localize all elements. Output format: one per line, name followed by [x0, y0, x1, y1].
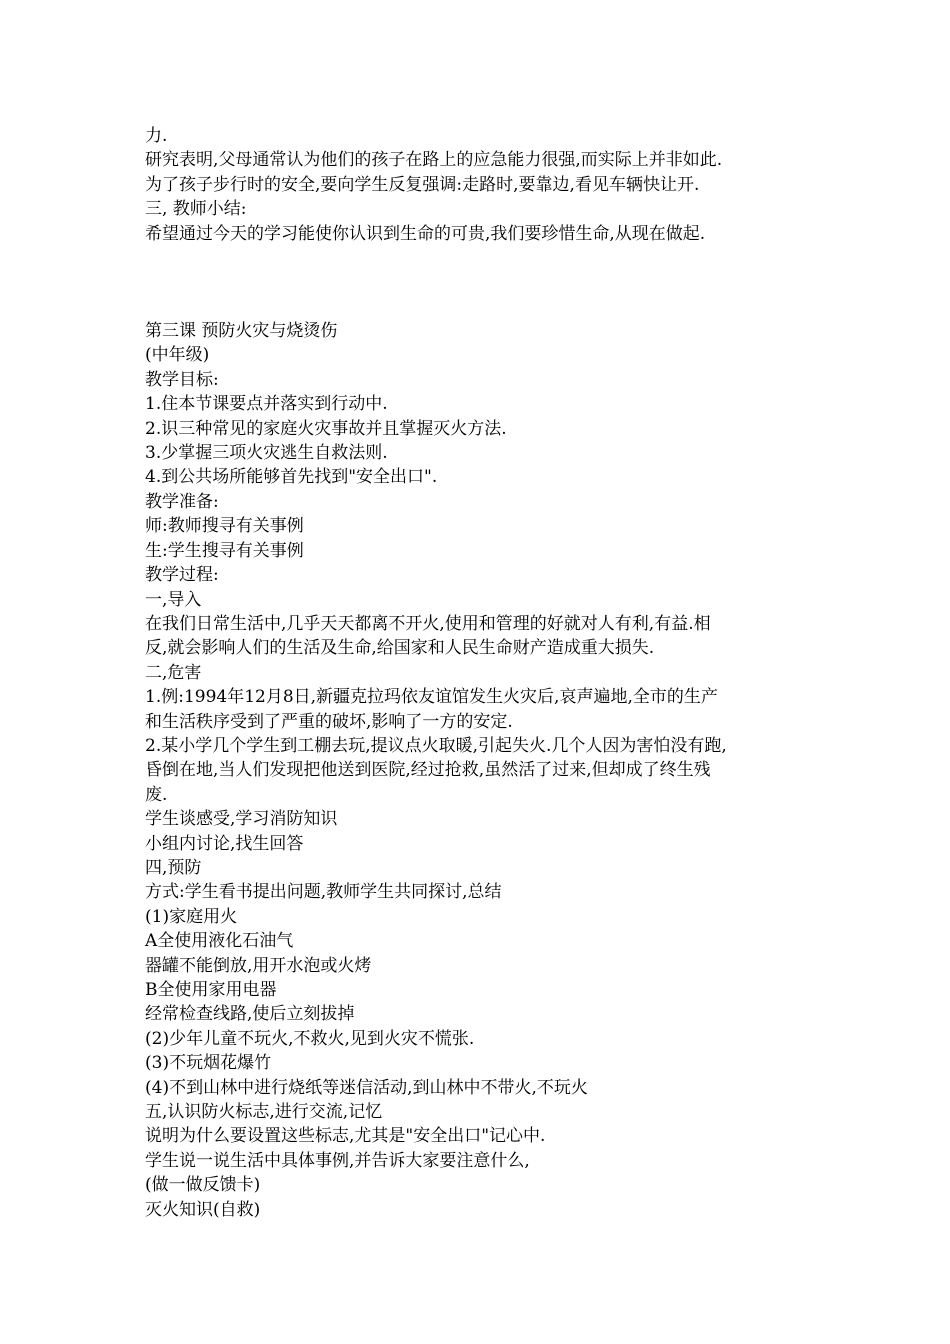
previous-section-tail [145, 124, 825, 246]
text-line: 学生说一说生活中具体事例,并告诉大家要注意什么, [145, 1150, 530, 1171]
lesson-section [145, 319, 825, 1222]
list-item: 3.少掌握三项火灾逃生自救法则. [145, 443, 388, 464]
text-line: 灭火知识(自救) [145, 1199, 261, 1220]
text-line: 在我们日常生活中,几乎天天都离不开火,使用和管理的好就对人有利,有益.相 [145, 613, 711, 634]
text-line: (3)不玩烟花爆竹 [145, 1053, 272, 1074]
text-line: 力. [145, 126, 168, 146]
section-heading: 四,预防 [145, 857, 202, 878]
text-line: 说明为什么要设置这些标志,尤其是"安全出口"记心中. [145, 1126, 546, 1147]
list-item: 1.住本节课要点并落实到行动中. [145, 394, 388, 415]
text-line: 和生活秩序受到了严重的破坏,影响了一方的安定. [145, 711, 513, 732]
text-line: 师:教师搜寻有关事例 [145, 516, 304, 537]
text-line: 昏倒在地,当人们发现把他送到医院,经过抢救,虽然活了过来,但却成了终生残 [145, 760, 711, 781]
section-heading: 教学准备: [145, 491, 219, 512]
text-line: 生:学生搜寻有关事例 [145, 540, 304, 561]
text-line: 方式:学生看书提出问题,教师学生共同探讨,总结 [145, 882, 502, 903]
document-page [145, 124, 825, 1222]
section-heading: 一,导入 [145, 589, 202, 610]
section-heading: 教学过程: [145, 565, 219, 586]
text-line: 经常检查线路,使后立刻拔掉 [145, 1004, 355, 1025]
section-heading: 二,危害 [145, 662, 202, 683]
text-line: 希望通过今天的学习能使你认识到生命的可贵,我们要珍惜生命,从现在做起. [145, 223, 706, 244]
text-line: 2.某小学几个学生到工棚去玩,提议点火取暖,引起失火.几个人因为害怕没有跑, [145, 735, 727, 756]
text-line: A全使用液化石油气 [145, 931, 294, 952]
text-line: 为了孩子步行时的安全,要向学生反复强调:走路时,要靠边,看见车辆快让开. [145, 174, 700, 195]
text-line: (1)家庭用火 [145, 906, 238, 927]
text-line: (2)少年儿童不玩火,不救火,见到火灾不慌张. [145, 1028, 475, 1049]
text-line: 器罐不能倒放,用开水泡或火烤 [145, 955, 372, 976]
text-line: B全使用家用电器 [145, 980, 277, 1000]
lesson-grade: (中年级) [145, 345, 210, 366]
text-line: (4)不到山林中进行烧纸等迷信活动,到山林中不带火,不玩火 [145, 1077, 588, 1098]
section-heading: 教学目标: [145, 369, 219, 390]
text-line: 研究表明,父母通常认为他们的孩子在路上的应急能力很强,而实际上并非如此. [145, 150, 723, 171]
lesson-title: 第三课 预防火灾与烧烫伤 [145, 321, 338, 342]
section-heading: 五,认识防火标志,进行交流,记忆 [145, 1102, 383, 1123]
text-line: 废. [145, 784, 168, 805]
list-item: 2.识三种常见的家庭火灾事故并且掌握灭火方法. [145, 418, 507, 439]
text-line: 小组内讨论,找生回答 [145, 833, 304, 854]
section-spacer [145, 246, 825, 319]
text-line: (做一做反馈卡) [145, 1175, 261, 1196]
text-line: 反,就会影响人们的生活及生命,给国家和人民生命财产造成重大损失. [145, 638, 655, 659]
text-line: 学生谈感受,学习消防知识 [145, 809, 338, 830]
section-heading: 三, 教师小结: [145, 199, 247, 220]
list-item: 4.到公共场所能够首先找到"安全出口". [145, 467, 438, 488]
text-line: 1.例:1994年12月8日,新疆克拉玛依友谊馆发生火灾后,哀声遍地,全市的生产 [145, 687, 718, 708]
